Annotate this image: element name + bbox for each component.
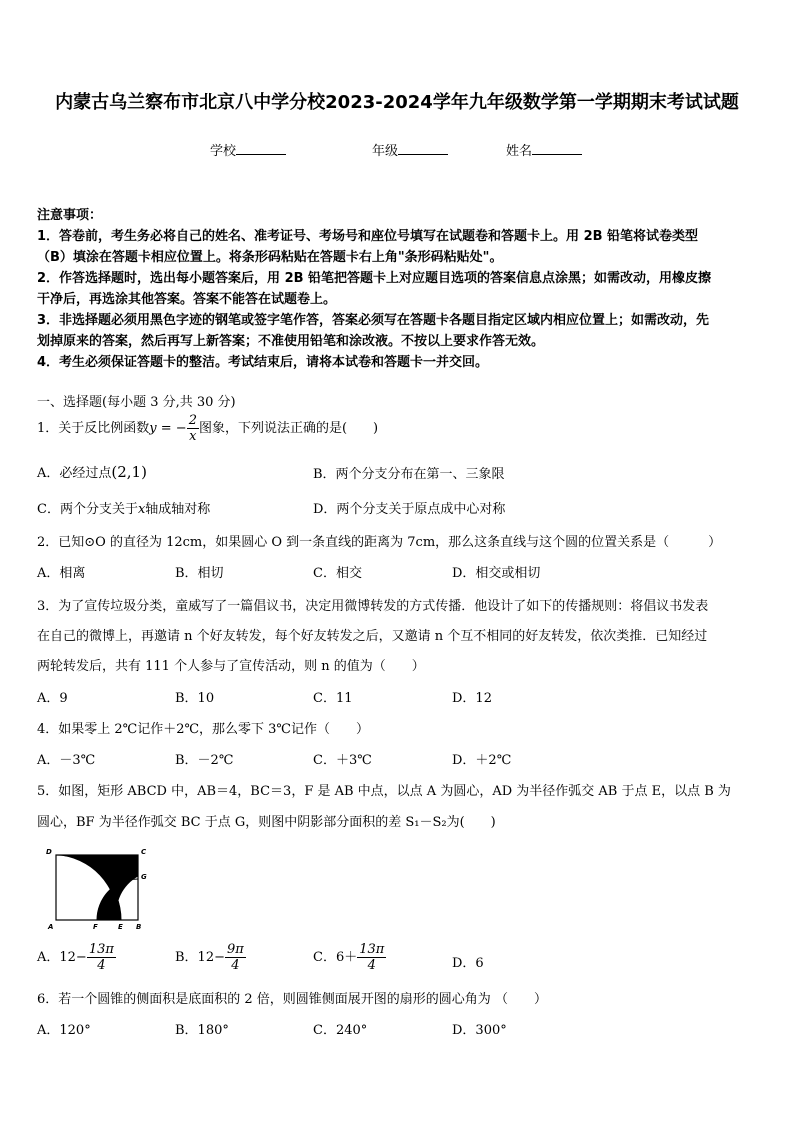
q1-option-d[interactable]: D．两个分支关于原点成中心对称: [313, 502, 506, 517]
q6-stem: 6．若一个圆锥的侧面积是底面积的 2 倍，则圆锥侧面展开图的扇形的圆心角为 （ ）: [37, 992, 547, 1007]
section-heading: 一、选择题(每小题 3 分,共 30 分): [37, 395, 236, 410]
q5-figure: [44, 845, 154, 935]
notice-line: 划掉原来的答案，然后再写上新答案；不准使用铅笔和涂改液。不按以上要求作答无效。: [37, 334, 545, 349]
q4-option-a[interactable]: A．－3℃: [37, 753, 96, 768]
q1-fraction: $\frac{2}{x}$: [188, 413, 197, 444]
q4-option-c[interactable]: C．＋3℃: [313, 753, 372, 768]
school-field: 学校: [210, 140, 286, 159]
label-c: C: [141, 848, 147, 856]
label-a: A: [48, 923, 54, 931]
grade-field: 年级: [372, 140, 448, 159]
q3-option-d[interactable]: D．12: [452, 691, 492, 706]
q5-stem-line: 5．如图，矩形 ABCD 中，AB＝4，BC＝3，F 是 AB 中点，以点 A 为圆心，AD 为半径作弧交 AB 于点 E，以点 B 为: [37, 784, 731, 799]
page-title: 内蒙古乌兰察布市北京八中学分校2023-2024学年九年级数学第一学期期末考试试题: [55, 92, 739, 113]
q3-stem-line: 3．为了宣传垃圾分类，童威写了一篇倡议书，决定用微博转发的方式传播．他设计了如下的传播规则：将倡议书发表: [37, 599, 709, 614]
notice-heading: 注意事项：: [37, 208, 103, 223]
grade-blank: [398, 142, 448, 155]
q3-option-c[interactable]: C．11: [313, 691, 353, 706]
q2-stem: 2．已知⊙O 的直径为 12cm，如果圆心 O 到一条直线的距离为 7cm，那么这条直线与这个圆的位置关系是（ ）: [37, 535, 722, 550]
notice-line: 干净后，再选涂其他答案。答案不能答在试题卷上。: [37, 292, 337, 307]
school-blank: [236, 142, 286, 155]
q1-option-b[interactable]: B．两个分支分布在第一、三象限: [313, 467, 505, 482]
notice-line: 3．非选择题必须用黑色字迹的钢笔或签字笔作答，答案必须写在答题卡各题目指定区域内相应位置上；如需改动，先: [37, 313, 710, 328]
q4-option-d[interactable]: D．＋2℃: [452, 753, 512, 768]
q6-option-d[interactable]: D．300°: [452, 1023, 507, 1038]
q5-option-a[interactable]: A．12− $\frac{13\pi}{4}$: [37, 942, 114, 973]
q3-stem-line: 两轮转发后，共有 111 个人参与了宣传活动，则 n 的值为（ ）: [37, 659, 425, 674]
q6-option-b[interactable]: B．180°: [175, 1023, 229, 1038]
q1-option-c[interactable]: C．两个分支关于x轴成轴对称: [37, 502, 211, 517]
q3-option-a[interactable]: A．9: [37, 691, 68, 706]
q5-stem-line: 圆心，BF 为半径作弧交 BC 于点 G，则图中阴影部分面积的差 S₁－S₂为( ): [37, 815, 496, 830]
q5-option-b[interactable]: B．12− $\frac{9\pi}{4}$: [175, 942, 244, 973]
notice-line: 4．考生必须保证答题卡的整洁。考试结束后，请将本试卷和答题卡一并交回。: [37, 355, 489, 370]
notice-line: （B）填涂在答题卡相应位置上。将条形码粘贴在答题卡右上角"条形码粘贴处"。: [37, 250, 503, 265]
name-field: 姓名: [506, 140, 582, 159]
notice-line: 1．答卷前，考生务必将自己的姓名、准考证号、考场号和座位号填写在试题卷和答题卡上。用 2B 铅笔将试卷类型: [37, 229, 699, 244]
label-f: F: [93, 923, 98, 931]
label-g: G: [141, 873, 147, 881]
label-d: D: [46, 848, 52, 856]
notice-line: 2．作答选择题时，选出每小题答案后，用 2B 铅笔把答题卡上对应题目选项的答案信息点涂黑；如需改动，用橡皮擦: [37, 271, 712, 286]
q3-stem-line: 在自己的微博上，再邀请 n 个好友转发，每个好友转发之后，又邀请 n 个互不相同的好友转发，依次类推．已知经过: [37, 629, 708, 644]
label-b: B: [136, 923, 142, 931]
label-e: E: [118, 923, 123, 931]
q2-option-b[interactable]: B．相切: [175, 566, 224, 581]
q2-option-c[interactable]: C．相交: [313, 566, 362, 581]
q2-option-a[interactable]: A．相离: [37, 566, 86, 581]
q4-option-b[interactable]: B．－2℃: [175, 753, 234, 768]
q1-stem: 1．关于反比例函数y = − $\frac{2}{x}$ 图象，下列说法正确的是( ): [37, 413, 379, 444]
q1-option-a[interactable]: A．必经过点(2,1): [37, 463, 147, 481]
q5-option-c[interactable]: C．6＋ $\frac{13\pi}{4}$: [313, 942, 385, 973]
shaded-region-s1: [56, 855, 138, 920]
name-blank: [532, 142, 582, 155]
q2-option-d[interactable]: D．相交或相切: [452, 566, 541, 581]
q5-option-d[interactable]: D．6: [452, 956, 484, 971]
q6-option-a[interactable]: A．120°: [37, 1023, 91, 1038]
q3-option-b[interactable]: B．10: [175, 691, 215, 706]
q4-stem: 4．如果零上 2℃记作＋2℃，那么零下 3℃记作（ ）: [37, 722, 369, 737]
q6-option-c[interactable]: C．240°: [313, 1023, 368, 1038]
